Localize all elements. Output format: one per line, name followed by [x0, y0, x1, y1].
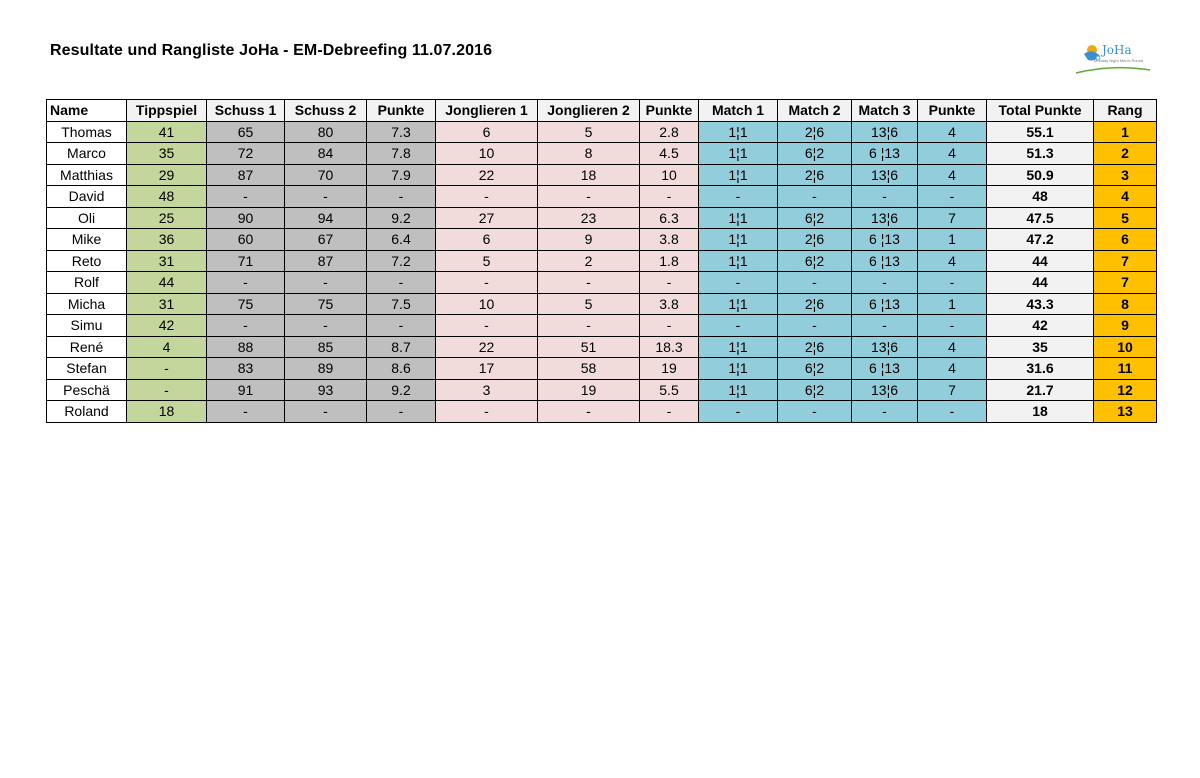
cell-match-1: -	[699, 272, 778, 294]
header-match-1: Match 1	[699, 100, 778, 122]
cell-punkte-schuss: 9.2	[367, 207, 436, 229]
table-row	[47, 379, 1157, 401]
cell-name: Stefan	[47, 358, 127, 380]
cell-tippspiel: 31	[127, 293, 207, 315]
cell-tippspiel: 29	[127, 164, 207, 186]
cell-match-3: 13¦6	[852, 379, 918, 401]
table-row	[47, 164, 1157, 186]
cell-match-1: 1¦1	[699, 229, 778, 251]
cell-total-punkte: 48	[987, 186, 1094, 208]
cell-punkte-jonglieren: -	[640, 272, 699, 294]
cell-rang: 9	[1094, 315, 1157, 337]
cell-punkte-schuss: 8.6	[367, 358, 436, 380]
cell-punkte-schuss: 7.9	[367, 164, 436, 186]
cell-match-2: 2¦6	[778, 229, 852, 251]
cell-jonglieren-2: 51	[538, 336, 640, 358]
table-row	[47, 336, 1157, 358]
cell-rang: 7	[1094, 272, 1157, 294]
cell-match-3: 13¦6	[852, 207, 918, 229]
header-match-3: Match 3	[852, 100, 918, 122]
cell-total-punkte: 51.3	[987, 143, 1094, 165]
table-row	[47, 186, 1157, 208]
cell-punkte-schuss: 8.7	[367, 336, 436, 358]
cell-match-3: 6 ¦13	[852, 250, 918, 272]
cell-schuss-2: 94	[285, 207, 367, 229]
header-schuss-1: Schuss 1	[207, 100, 285, 122]
cell-punkte-schuss: -	[367, 272, 436, 294]
cell-name: Rolf	[47, 272, 127, 294]
cell-match-2: 2¦6	[778, 121, 852, 143]
cell-punkte-match: 4	[918, 164, 987, 186]
cell-name: Reto	[47, 250, 127, 272]
cell-jonglieren-1: -	[436, 272, 538, 294]
cell-jonglieren-2: -	[538, 401, 640, 423]
cell-match-1: 1¦1	[699, 121, 778, 143]
cell-tippspiel: 48	[127, 186, 207, 208]
cell-match-2: 2¦6	[778, 293, 852, 315]
cell-tippspiel: 41	[127, 121, 207, 143]
cell-match-1: 1¦1	[699, 379, 778, 401]
cell-total-punkte: 18	[987, 401, 1094, 423]
cell-match-2: 6¦2	[778, 143, 852, 165]
cell-jonglieren-2: 5	[538, 293, 640, 315]
cell-name: Mike	[47, 229, 127, 251]
cell-schuss-2: 93	[285, 379, 367, 401]
cell-match-3: 13¦6	[852, 164, 918, 186]
cell-punkte-jonglieren: 3.8	[640, 293, 699, 315]
cell-match-3: 13¦6	[852, 336, 918, 358]
cell-jonglieren-2: 58	[538, 358, 640, 380]
cell-jonglieren-2: 9	[538, 229, 640, 251]
logo-tagline: Monday Night Men's Round	[1094, 59, 1144, 63]
cell-jonglieren-1: 27	[436, 207, 538, 229]
cell-jonglieren-2: 5	[538, 121, 640, 143]
cell-jonglieren-2: 23	[538, 207, 640, 229]
cell-tippspiel: 36	[127, 229, 207, 251]
cell-match-1: -	[699, 315, 778, 337]
cell-match-2: -	[778, 186, 852, 208]
cell-match-1: 1¦1	[699, 336, 778, 358]
table-row	[47, 121, 1157, 143]
cell-total-punkte: 44	[987, 250, 1094, 272]
cell-schuss-2: 75	[285, 293, 367, 315]
cell-tippspiel: 35	[127, 143, 207, 165]
cell-name: Oli	[47, 207, 127, 229]
cell-jonglieren-1: -	[436, 315, 538, 337]
cell-total-punkte: 47.2	[987, 229, 1094, 251]
cell-rang: 7	[1094, 250, 1157, 272]
cell-punkte-match: 1	[918, 293, 987, 315]
cell-schuss-2: 87	[285, 250, 367, 272]
cell-match-3: -	[852, 272, 918, 294]
cell-jonglieren-2: 2	[538, 250, 640, 272]
cell-schuss-2: 70	[285, 164, 367, 186]
cell-name: Peschä	[47, 379, 127, 401]
table-row	[47, 207, 1157, 229]
cell-punkte-jonglieren: 2.8	[640, 121, 699, 143]
cell-punkte-schuss: 7.8	[367, 143, 436, 165]
header-punkte-schuss: Punkte	[367, 100, 436, 122]
header-tippspiel: Tippspiel	[127, 100, 207, 122]
cell-jonglieren-1: 6	[436, 229, 538, 251]
cell-schuss-1: 91	[207, 379, 285, 401]
cell-jonglieren-1: 22	[436, 164, 538, 186]
cell-schuss-1: 71	[207, 250, 285, 272]
cell-match-3: 6 ¦13	[852, 143, 918, 165]
cell-tippspiel: 31	[127, 250, 207, 272]
cell-match-1: 1¦1	[699, 293, 778, 315]
cell-rang: 13	[1094, 401, 1157, 423]
cell-jonglieren-2: -	[538, 186, 640, 208]
cell-punkte-schuss: 6.4	[367, 229, 436, 251]
cell-match-1: 1¦1	[699, 207, 778, 229]
cell-match-1: 1¦1	[699, 143, 778, 165]
cell-punkte-jonglieren: 3.8	[640, 229, 699, 251]
cell-jonglieren-2: 8	[538, 143, 640, 165]
cell-punkte-jonglieren: 10	[640, 164, 699, 186]
cell-match-1: 1¦1	[699, 358, 778, 380]
cell-match-3: -	[852, 315, 918, 337]
cell-punkte-schuss: 9.2	[367, 379, 436, 401]
cell-punkte-schuss: 7.3	[367, 121, 436, 143]
cell-rang: 4	[1094, 186, 1157, 208]
cell-schuss-2: -	[285, 315, 367, 337]
cell-punkte-match: 1	[918, 229, 987, 251]
header-jonglieren-1: Jonglieren 1	[436, 100, 538, 122]
cell-punkte-match: -	[918, 401, 987, 423]
cell-name: Micha	[47, 293, 127, 315]
cell-jonglieren-1: 3	[436, 379, 538, 401]
table-row	[47, 401, 1157, 423]
cell-match-3: 13¦6	[852, 121, 918, 143]
cell-jonglieren-1: -	[436, 401, 538, 423]
cell-rang: 1	[1094, 121, 1157, 143]
cell-match-2: 2¦6	[778, 336, 852, 358]
cell-name: Thomas	[47, 121, 127, 143]
cell-schuss-2: 80	[285, 121, 367, 143]
cell-total-punkte: 43.3	[987, 293, 1094, 315]
cell-punkte-match: 4	[918, 250, 987, 272]
cell-total-punkte: 21.7	[987, 379, 1094, 401]
cell-jonglieren-1: -	[436, 186, 538, 208]
cell-schuss-1: 88	[207, 336, 285, 358]
cell-punkte-match: 4	[918, 336, 987, 358]
results-table	[46, 99, 1157, 423]
cell-tippspiel: -	[127, 379, 207, 401]
cell-punkte-match: 4	[918, 358, 987, 380]
cell-match-2: -	[778, 401, 852, 423]
cell-punkte-match: 7	[918, 207, 987, 229]
cell-rang: 12	[1094, 379, 1157, 401]
cell-name: René	[47, 336, 127, 358]
table-row	[47, 272, 1157, 294]
cell-rang: 5	[1094, 207, 1157, 229]
cell-rang: 2	[1094, 143, 1157, 165]
header-punkte-jonglieren: Punkte	[640, 100, 699, 122]
cell-rang: 6	[1094, 229, 1157, 251]
cell-match-1: 1¦1	[699, 250, 778, 272]
cell-schuss-2: 84	[285, 143, 367, 165]
cell-punkte-jonglieren: 19	[640, 358, 699, 380]
cell-total-punkte: 35	[987, 336, 1094, 358]
cell-match-3: -	[852, 186, 918, 208]
table-row	[47, 143, 1157, 165]
cell-punkte-jonglieren: -	[640, 315, 699, 337]
cell-schuss-2: 85	[285, 336, 367, 358]
cell-name: Roland	[47, 401, 127, 423]
cell-jonglieren-1: 6	[436, 121, 538, 143]
cell-jonglieren-1: 10	[436, 143, 538, 165]
cell-tippspiel: 42	[127, 315, 207, 337]
cell-punkte-jonglieren: 18.3	[640, 336, 699, 358]
header-name: Name	[47, 100, 127, 122]
cell-jonglieren-1: 17	[436, 358, 538, 380]
cell-punkte-schuss: -	[367, 401, 436, 423]
header-schuss-2: Schuss 2	[285, 100, 367, 122]
cell-match-2: 6¦2	[778, 358, 852, 380]
cell-punkte-jonglieren: 4.5	[640, 143, 699, 165]
cell-schuss-2: 89	[285, 358, 367, 380]
cell-punkte-jonglieren: 6.3	[640, 207, 699, 229]
results-body	[47, 121, 1157, 422]
table-row	[47, 229, 1157, 251]
cell-punkte-jonglieren: -	[640, 401, 699, 423]
header-punkte-match: Punkte	[918, 100, 987, 122]
cell-match-1: -	[699, 186, 778, 208]
cell-schuss-1: 90	[207, 207, 285, 229]
cell-match-3: 6 ¦13	[852, 293, 918, 315]
table-row	[47, 250, 1157, 272]
cell-punkte-match: -	[918, 186, 987, 208]
cell-match-2: 2¦6	[778, 164, 852, 186]
cell-punkte-schuss: -	[367, 315, 436, 337]
cell-name: David	[47, 186, 127, 208]
cell-punkte-match: -	[918, 272, 987, 294]
cell-punkte-match: -	[918, 315, 987, 337]
table-row	[47, 293, 1157, 315]
cell-match-1: 1¦1	[699, 164, 778, 186]
cell-schuss-1: -	[207, 401, 285, 423]
cell-total-punkte: 31.6	[987, 358, 1094, 380]
joha-logo	[1074, 42, 1152, 78]
cell-jonglieren-2: 19	[538, 379, 640, 401]
cell-name: Simu	[47, 315, 127, 337]
cell-match-2: -	[778, 272, 852, 294]
cell-schuss-1: 65	[207, 121, 285, 143]
cell-tippspiel: -	[127, 358, 207, 380]
cell-name: Matthias	[47, 164, 127, 186]
cell-tippspiel: 4	[127, 336, 207, 358]
cell-schuss-2: 67	[285, 229, 367, 251]
cell-match-3: 6 ¦13	[852, 358, 918, 380]
header-row	[47, 100, 1157, 122]
page-title: Resultate und Rangliste JoHa - EM-Debreefing 11.07.2016	[50, 42, 493, 59]
cell-total-punkte: 42	[987, 315, 1094, 337]
cell-total-punkte: 55.1	[987, 121, 1094, 143]
cell-jonglieren-2: 18	[538, 164, 640, 186]
cell-match-2: 6¦2	[778, 250, 852, 272]
logo-text: JoHa	[1102, 43, 1132, 57]
cell-tippspiel: 25	[127, 207, 207, 229]
cell-tippspiel: 44	[127, 272, 207, 294]
cell-rang: 10	[1094, 336, 1157, 358]
cell-total-punkte: 47.5	[987, 207, 1094, 229]
cell-rang: 8	[1094, 293, 1157, 315]
cell-punkte-jonglieren: 1.8	[640, 250, 699, 272]
cell-schuss-2: -	[285, 401, 367, 423]
cell-schuss-1: 75	[207, 293, 285, 315]
cell-jonglieren-2: -	[538, 272, 640, 294]
table-row	[47, 358, 1157, 380]
cell-punkte-match: 4	[918, 121, 987, 143]
cell-punkte-schuss: 7.2	[367, 250, 436, 272]
cell-match-2: 6¦2	[778, 207, 852, 229]
cell-schuss-1: -	[207, 315, 285, 337]
cell-total-punkte: 50.9	[987, 164, 1094, 186]
cell-rang: 3	[1094, 164, 1157, 186]
cell-jonglieren-1: 22	[436, 336, 538, 358]
cell-jonglieren-1: 10	[436, 293, 538, 315]
header-jonglieren-2: Jonglieren 2	[538, 100, 640, 122]
cell-punkte-match: 4	[918, 143, 987, 165]
cell-match-2: 6¦2	[778, 379, 852, 401]
table-row	[47, 315, 1157, 337]
cell-match-1: -	[699, 401, 778, 423]
cell-match-2: -	[778, 315, 852, 337]
cell-schuss-1: 60	[207, 229, 285, 251]
cell-tippspiel: 18	[127, 401, 207, 423]
header-rang: Rang	[1094, 100, 1157, 122]
cell-punkte-jonglieren: -	[640, 186, 699, 208]
cell-match-3: -	[852, 401, 918, 423]
cell-schuss-1: 72	[207, 143, 285, 165]
cell-schuss-1: 83	[207, 358, 285, 380]
cell-schuss-1: 87	[207, 164, 285, 186]
cell-punkte-schuss: -	[367, 186, 436, 208]
cell-rang: 11	[1094, 358, 1157, 380]
cell-schuss-2: -	[285, 186, 367, 208]
cell-schuss-1: -	[207, 272, 285, 294]
cell-jonglieren-1: 5	[436, 250, 538, 272]
header-match-2: Match 2	[778, 100, 852, 122]
cell-total-punkte: 44	[987, 272, 1094, 294]
cell-punkte-schuss: 7.5	[367, 293, 436, 315]
cell-punkte-jonglieren: 5.5	[640, 379, 699, 401]
header-total-punkte: Total Punkte	[987, 100, 1094, 122]
cell-schuss-1: -	[207, 186, 285, 208]
cell-jonglieren-2: -	[538, 315, 640, 337]
cell-name: Marco	[47, 143, 127, 165]
cell-match-3: 6 ¦13	[852, 229, 918, 251]
cell-schuss-2: -	[285, 272, 367, 294]
cell-punkte-match: 7	[918, 379, 987, 401]
